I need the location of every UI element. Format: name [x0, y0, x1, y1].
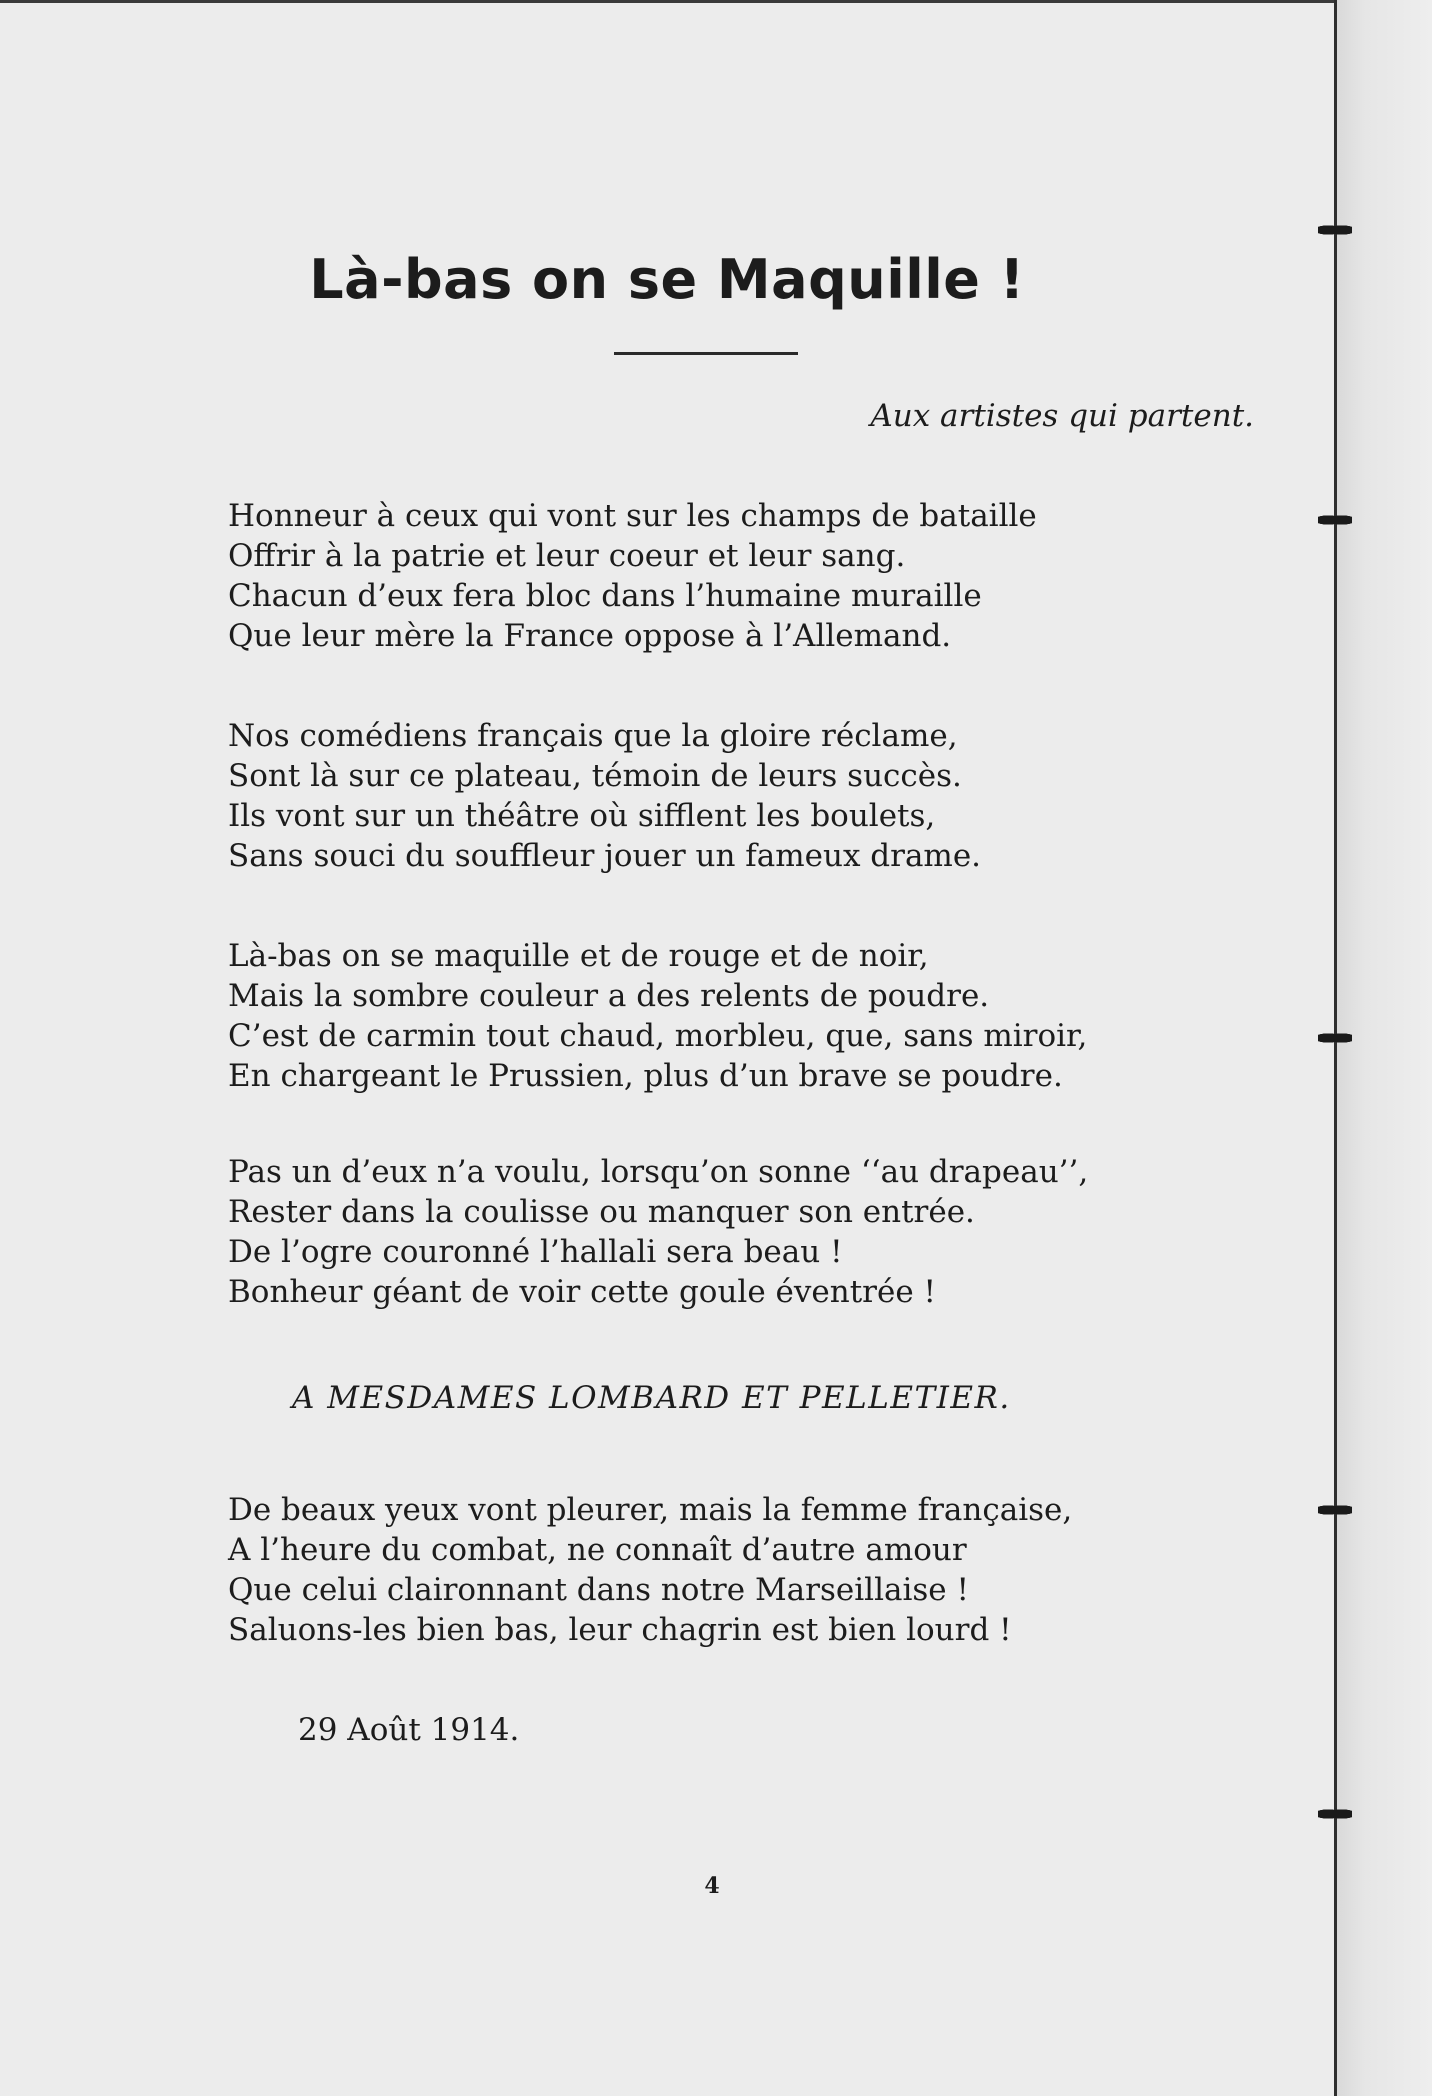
stanza-5: [228, 1490, 1072, 1650]
stanza-2: [228, 716, 981, 876]
verse-line: Honneur à ceux qui vont sur les champs de bataille: [228, 498, 1037, 534]
page-number: [0, 1873, 1432, 1899]
stanza-4: [228, 1152, 1088, 1312]
binding-stitch: [1318, 1502, 1352, 1518]
binding-spine: [1334, 0, 1337, 2096]
verse-line: Que celui claironnant dans notre Marseillaise !: [228, 1572, 969, 1608]
binding-stitch: [1318, 512, 1352, 528]
binding-stitch: [1318, 222, 1352, 238]
verse-line: Bonheur géant de voir cette goule éventrée !: [228, 1274, 936, 1310]
verse-line: Mais la sombre couleur a des relents de poudre.: [228, 978, 990, 1014]
binding-stitch: [1318, 1806, 1352, 1822]
verse-line: Là-bas on se maquille et de rouge et de noir,: [228, 938, 929, 974]
verse-line: Nos comédiens français que la gloire réclame,: [228, 718, 958, 754]
poem-title: Là-bas on se Maquille !: [309, 248, 1025, 311]
verse-line: En chargeant le Prussien, plus d’un brave se poudre.: [228, 1058, 1063, 1094]
stanza-3: [228, 936, 1087, 1096]
verse-line: De l’ogre couronné l’hallali sera beau !: [228, 1234, 843, 1270]
poem-dedication: Aux artistes qui partent.: [870, 398, 1254, 434]
verse-line: Offrir à la patrie et leur coeur et leur sang.: [228, 538, 906, 574]
verse-line: C’est de carmin tout chaud, morbleu, que, sans miroir,: [228, 1018, 1088, 1054]
verse-line: Chacun d’eux fera bloc dans l’humaine muraille: [228, 578, 982, 614]
verse-line: Pas un d’eux n’a voulu, lorsqu’on sonne ‘‘au drapeau’’,: [228, 1154, 1089, 1190]
title-divider: [614, 352, 798, 355]
binding-stitch: [1318, 1030, 1352, 1046]
binding-margin: [1337, 0, 1432, 2096]
verse-line: Rester dans la coulisse ou manquer son entrée.: [228, 1194, 975, 1230]
poem-date: 29 Août 1914.: [298, 1712, 520, 1748]
verse-line: Sans souci du souffleur jouer un fameux drame.: [228, 838, 982, 874]
page-number-value: 4: [704, 1873, 720, 1899]
verse-line: Ils vont sur un théâtre où sifflent les boulets,: [228, 798, 936, 834]
stanza-1: [228, 496, 1037, 656]
verse-line: Saluons-les bien bas, leur chagrin est bien lourd !: [228, 1612, 1012, 1648]
dedicatees-heading: A MESDAMES LOMBARD ET PELLETIER.: [292, 1380, 1011, 1416]
verse-line: De beaux yeux vont pleurer, mais la femme française,: [228, 1492, 1073, 1528]
page-top-edge: [0, 0, 1345, 3]
verse-line: Que leur mère la France oppose à l’Allemand.: [228, 618, 952, 654]
verse-line: A l’heure du combat, ne connaît d’autre amour: [228, 1532, 967, 1568]
verse-line: Sont là sur ce plateau, témoin de leurs succès.: [228, 758, 962, 794]
